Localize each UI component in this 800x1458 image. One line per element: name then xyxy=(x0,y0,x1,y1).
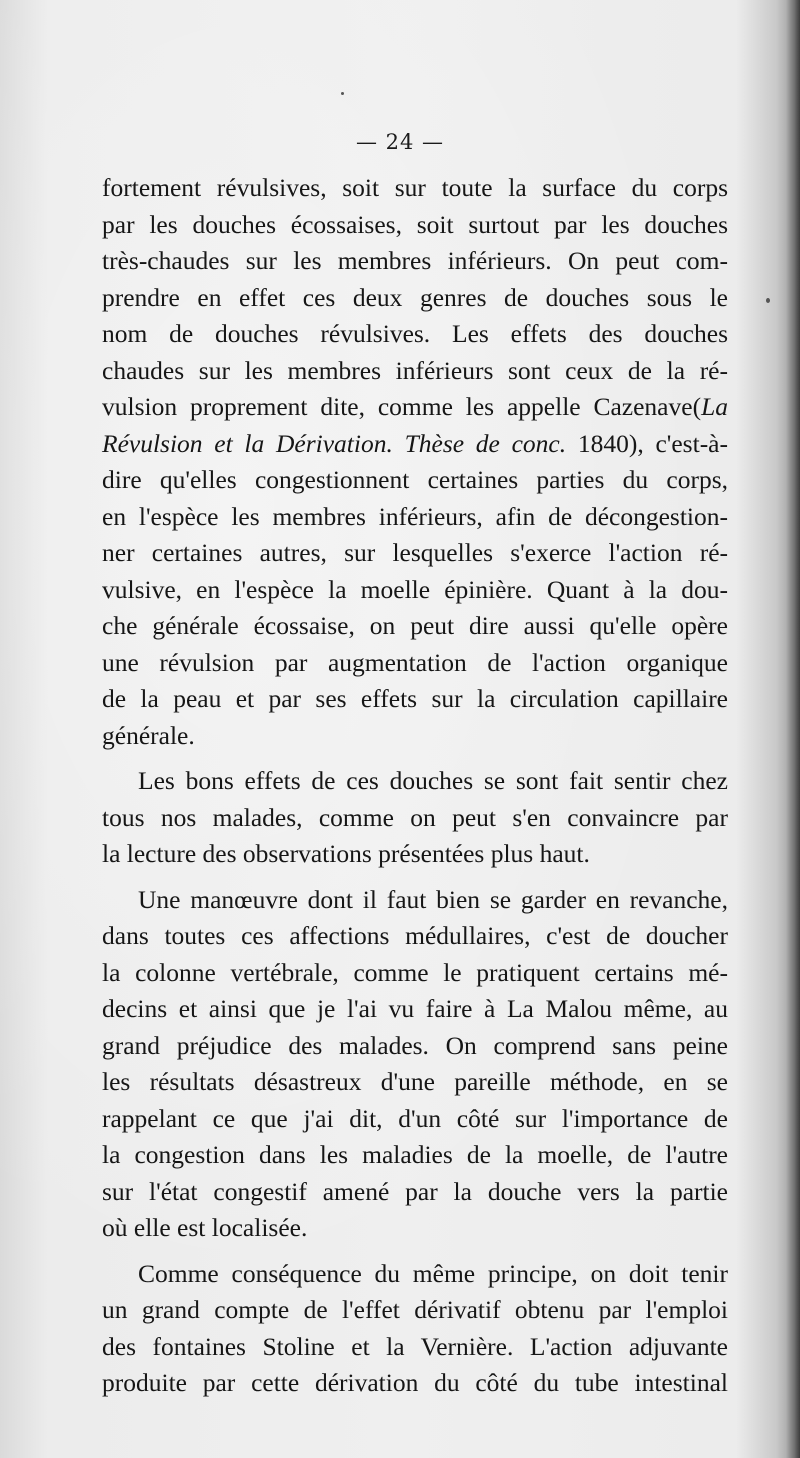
text-line: la colonne vertébrale, comme le pratiquent certains mé- xyxy=(102,957,728,987)
text-line: la congestion dans les maladies de la moelle, de l'autre xyxy=(102,1140,728,1169)
text-line: très-chaudes sur les membres inférieurs. On peut com- xyxy=(102,246,728,275)
text-line: dire qu'elles congestionnent certaines parties du corps, xyxy=(102,465,728,494)
text-line: vulsive, en l'espèce la moelle épinière. Quant à la dou- xyxy=(102,574,728,604)
text-line: vulsion proprement dite, comme les appelle Cazenave(La xyxy=(102,392,728,421)
body-text xyxy=(102,170,728,1411)
paragraph xyxy=(102,882,728,1247)
text-line: chaudes sur les membres inférieurs sont ceux de la ré- xyxy=(102,355,728,385)
paragraph xyxy=(102,1256,728,1402)
paragraph xyxy=(102,763,728,873)
text-line: produite par cette dérivation du côté du tube intestinal xyxy=(102,1368,728,1397)
text-line: Comme conséquence du même principe, on doit tenir xyxy=(138,1258,728,1288)
text-line: générale. xyxy=(102,720,195,750)
page-edge-shadow xyxy=(786,0,800,1458)
ink-speck xyxy=(766,298,770,303)
text-line: decins et ainsi que je l'ai vu faire à La Malou même, au xyxy=(102,994,728,1023)
text-line: tous nos malades, comme on peut s'en convaincre par xyxy=(102,802,728,832)
page-number: — 24 — xyxy=(355,130,445,154)
italic-title: La xyxy=(701,392,728,421)
text-line: nom de douches révulsives. Les effets des douches xyxy=(102,319,728,348)
text-line: fortement révulsives, soit sur toute la surface du corps xyxy=(102,173,728,202)
text-line: grand préjudice des malades. On comprend sans peine xyxy=(102,1030,728,1060)
text-line: où elle est localisée. xyxy=(102,1213,308,1242)
text-line: dans toutes ces affections médullaires, c'est de doucher xyxy=(102,921,728,950)
text-line: des fontaines Stoline et la Vernière. L'action adjuvante xyxy=(102,1331,728,1361)
text-line: en l'espèce les membres inférieurs, afin de décongestion- xyxy=(102,501,728,531)
text-line: sur l'état congestif amené par la douche vers la partie xyxy=(102,1176,728,1206)
text-line: che générale écossaise, on peut dire aussi qu'elle opère xyxy=(102,611,728,640)
text-line: ner certaines autres, sur lesquelles s'exerce l'action ré- xyxy=(102,538,728,567)
text-line: les résultats désastreux d'une pareille méthode, en se xyxy=(102,1067,728,1096)
text-line: Révulsion et la Dérivation. Thèse de conc. 1840), c'est-à- xyxy=(102,428,728,458)
text-line: Une manœuvre dont il faut bien se garder en revanche, xyxy=(138,884,728,914)
paragraph xyxy=(102,170,728,754)
text-line: la lecture des observations présentées plus haut. xyxy=(102,839,590,868)
ink-speck xyxy=(341,92,344,95)
text-line: par les douches écossaises, soit surtout par les douches xyxy=(102,209,728,239)
text-line: Les bons effets de ces douches se sont fait sentir chez xyxy=(138,766,728,795)
italic-title: Révulsion et la Dérivation. Thèse de conc. xyxy=(102,428,567,458)
text-line: une révulsion par augmentation de l'action organique xyxy=(102,647,728,677)
text-line: un grand compte de l'effet dérivatif obtenu par l'emploi xyxy=(102,1295,728,1324)
text-line: de la peau et par ses effets sur la circulation capillaire xyxy=(102,684,728,713)
text-line: prendre en effet ces deux genres de douches sous le xyxy=(102,282,728,312)
text-line: rappelant ce que j'ai dit, d'un côté sur l'importance de xyxy=(102,1103,728,1133)
